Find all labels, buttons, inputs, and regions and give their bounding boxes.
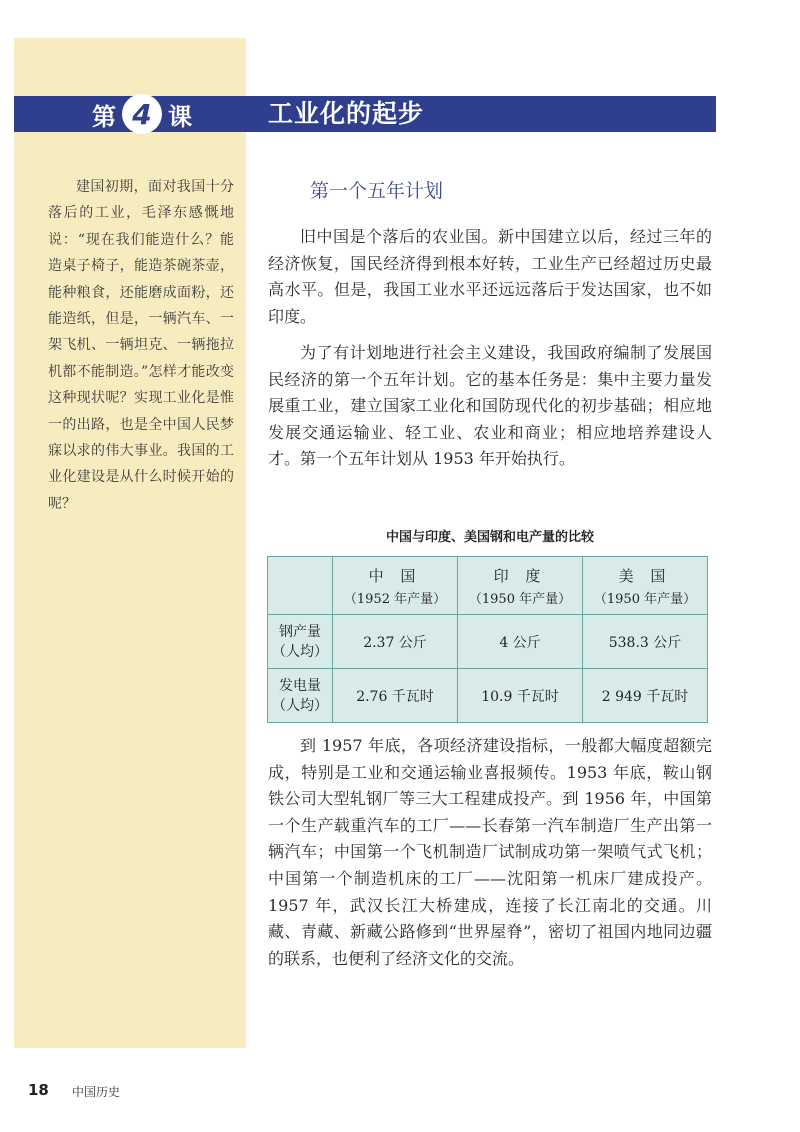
table-header-row <box>268 557 708 615</box>
table-corner-cell <box>268 557 333 615</box>
column-name: 印 度 <box>493 566 547 585</box>
lesson-prefix: 第 <box>92 102 116 131</box>
table-cell: 10.9 千瓦时 <box>458 669 583 723</box>
lesson-number-badge: 4 <box>122 94 162 134</box>
row-label-line: 钢产量 <box>279 623 321 640</box>
book-title: 中国历史 <box>72 1085 121 1099</box>
column-name: 中 国 <box>368 566 422 585</box>
body-paragraph-2 <box>268 340 712 473</box>
lesson-title: 工业化的起步 <box>268 99 425 128</box>
lesson-label <box>92 96 192 132</box>
column-header-usa <box>583 557 708 615</box>
lesson-suffix: 课 <box>168 102 192 131</box>
table-cell: 538.3 公斤 <box>583 615 708 669</box>
paragraph-text: 旧中国是个落后的农业国。新中国建立以后，经过三年的经济恢复，国民经济得到根本好转，工业生产已经超过历史最高水平。但是，我国工业水平还远远落后于发达国家，也不如印度。 <box>268 227 712 326</box>
table-cell: 4 公斤 <box>458 615 583 669</box>
column-header-india <box>458 557 583 615</box>
column-sub: （1950 年产量） <box>468 591 572 607</box>
sidebar-note <box>48 174 234 517</box>
body-paragraph-3 <box>268 733 712 972</box>
table-cell: 2.37 公斤 <box>333 615 458 669</box>
column-header-china <box>333 557 458 615</box>
row-label-line: （人均） <box>272 643 328 660</box>
row-label-line: （人均） <box>272 697 328 714</box>
page-number: 18 <box>28 1081 49 1099</box>
paragraph-text: 为了有计划地进行社会主义建设，我国政府编制了发展国民经济的第一个五年计划。它的基本任务是：集中主要力量发展重工业，建立国家工业化和国防现代化的初步基础；相应地发展交通运输业、轻工业、农业和商业；相应地培养建设人才。第一个五年计划从 1953 年开始执行。 <box>268 343 712 469</box>
body-paragraph-1 <box>268 224 712 330</box>
row-label-line: 发电量 <box>279 677 321 694</box>
table-row <box>268 615 708 669</box>
row-label-steel <box>268 615 333 669</box>
table-caption: 中国与印度、美国钢和电产量的比较 <box>385 530 594 545</box>
paragraph-text: 到 1957 年底，各项经济建设指标，一般都大幅度超额完成，特别是工业和交通运输业喜报频传。1953 年底，鞍山钢铁公司大型轧钢厂等三大工程建成投产。到 1956 年，中国第一个生产载重汽车的工厂——长春第一汽车制造厂生产出第一辆汽车；中国第一个飞机制造厂试制成功第一架喷气式飞机；中国第一个制造机床的工厂——沈阳第一机床厂建成投产。1957 年，武汉长江大桥建成，连接了长江南北的交通。川藏、青藏、新藏公路修到“世界屋脊”，密切了祖国内地同边疆的联系，也便利了经济文化的交流。 <box>268 736 712 968</box>
column-sub: （1952 年产量） <box>343 591 447 607</box>
row-label-electricity <box>268 669 333 723</box>
table-row <box>268 669 708 723</box>
column-name: 美 国 <box>618 566 672 585</box>
sidebar-note-text: 建国初期，面对我国十分落后的工业，毛泽东感慨地说：“现在我们能造什么？能造桌子椅子，能造茶碗茶壶，能种粮食，还能磨成面粉，还能造纸，但是，一辆汽车、一架飞机、一辆坦克、一辆拖拉机都不能制造。”怎样才能改变这种现状呢？实现工业化是惟一的出路，也是全中国人民梦寐以求的伟大事业。我国的工业化建设是从什么时候开始的呢？ <box>48 179 234 512</box>
section-heading: 第一个五年计划 <box>310 180 444 202</box>
table-cell: 2 949 千瓦时 <box>583 669 708 723</box>
column-sub: （1950 年产量） <box>593 591 697 607</box>
table-cell: 2.76 千瓦时 <box>333 669 458 723</box>
comparison-table <box>267 556 708 723</box>
